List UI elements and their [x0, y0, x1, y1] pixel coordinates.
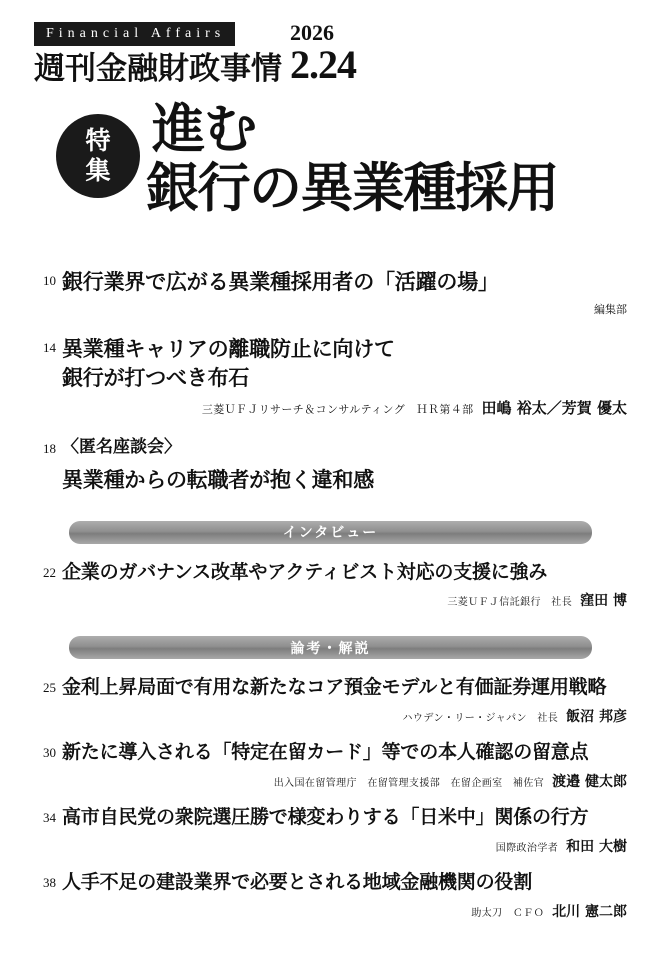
entry-byline-org: 助太刀 ＣＦＯ [471, 907, 545, 919]
entry-page-number: 25 [43, 680, 56, 696]
entry-headline: 新たに導入される「特定在留カード」等での本人確認の留意点 [62, 741, 589, 764]
entry-headline-line2: 銀行が打つべき布石 [62, 365, 250, 390]
issue-info [282, 19, 627, 87]
feature-block [34, 98, 627, 234]
entry-byline [62, 771, 627, 791]
entry-byline-name: 飯沼 邦彦 [566, 709, 627, 726]
entry-headline: 銀行業界で広がる異業種採用者の「活躍の場」 [62, 269, 499, 294]
masthead [34, 19, 627, 87]
entry-headline: 企業のガバナンス改革やアクティビスト対応の支援に強み [62, 560, 548, 583]
entry-headline: 人手不足の建設業界で必要とされる地域金融機関の役割 [62, 870, 533, 893]
entry-page-number: 34 [43, 810, 56, 826]
list-item[interactable] [34, 436, 627, 494]
feature-title-line2: 銀行の異業種採用 [146, 157, 558, 219]
entry-byline-org: 出入国在留管理庁 在留管理支援部 在留企画室 補佐官 [273, 778, 545, 790]
list-item[interactable] [34, 560, 627, 611]
romaji-title: Financial Affairs [34, 22, 235, 46]
entry-headline: 異業種からの転職者が抱く違和感 [62, 468, 374, 493]
feature-badge-line2: 集 [85, 155, 111, 185]
section-bar-commentary [69, 636, 592, 659]
entry-headline-line1: 異業種キャリアの離職防止に向けて [62, 337, 395, 362]
list-item[interactable] [34, 740, 627, 791]
entry-byline [62, 301, 627, 317]
entry-byline-org: ハウデン・リー・ジャパン 社長 [402, 713, 559, 725]
feature-entry-list [34, 268, 627, 495]
masthead-left [34, 22, 282, 86]
entry-byline [62, 901, 627, 921]
entry-kicker: 〈匿名座談会〉 [62, 437, 181, 458]
entry-page-number: 18 [43, 441, 56, 457]
list-item[interactable] [34, 335, 627, 418]
feature-badge [56, 114, 140, 198]
section-bar-label: インタビュー [282, 525, 379, 542]
entry-byline-name: 田嶋 裕太／芳賀 優太 [481, 399, 627, 418]
entry-page-number: 30 [43, 745, 56, 761]
entry-byline [62, 590, 627, 610]
feature-title [146, 98, 558, 219]
list-item[interactable] [34, 805, 627, 856]
entry-byline-name: 編集部 [594, 303, 627, 317]
entry-byline-org: 国際政治学者 [495, 842, 559, 854]
entry-headline: 高市自民党の衆院選圧勝で様変わりする「日米中」関係の行方 [62, 806, 589, 829]
entry-page-number: 38 [43, 874, 56, 890]
entry-byline [62, 836, 627, 856]
section-bar-label: 論考・解説 [290, 640, 371, 657]
feature-badge-line1: 特 [85, 126, 111, 156]
entry-byline [62, 706, 627, 726]
entry-byline-name: 渡邉 健太郎 [552, 774, 627, 791]
entry-byline-org: 三菱ＵＦＪリサーチ＆コンサルティング ＨＲ第４部 [201, 403, 474, 417]
magazine-title-jp: 週刊金融財政事情 [34, 50, 282, 87]
entry-byline [62, 397, 627, 418]
entry-byline-name: 窪田 博 [580, 593, 627, 610]
entry-headline: 金利上昇局面で有用な新たなコア預金モデルと有価証券運用戦略 [62, 676, 607, 699]
entry-byline-org: 三菱ＵＦＪ信託銀行 社長 [447, 597, 573, 609]
list-item[interactable] [34, 675, 627, 726]
entry-byline-name: 北川 憲二郎 [552, 903, 627, 920]
magazine-contents-page [0, 19, 661, 970]
entry-byline-name: 和田 大樹 [566, 838, 627, 855]
list-item[interactable] [34, 268, 627, 318]
list-item[interactable] [34, 870, 627, 921]
issue-year: 2026 [290, 19, 334, 45]
entry-headline [62, 335, 627, 392]
entry-page-number: 14 [43, 340, 56, 356]
entry-page-number: 10 [43, 272, 56, 288]
section-bar-interview [69, 521, 592, 544]
feature-title-line1: 進む [152, 98, 256, 160]
issue-date: 2.24 [290, 41, 356, 87]
entry-page-number: 22 [43, 564, 56, 580]
